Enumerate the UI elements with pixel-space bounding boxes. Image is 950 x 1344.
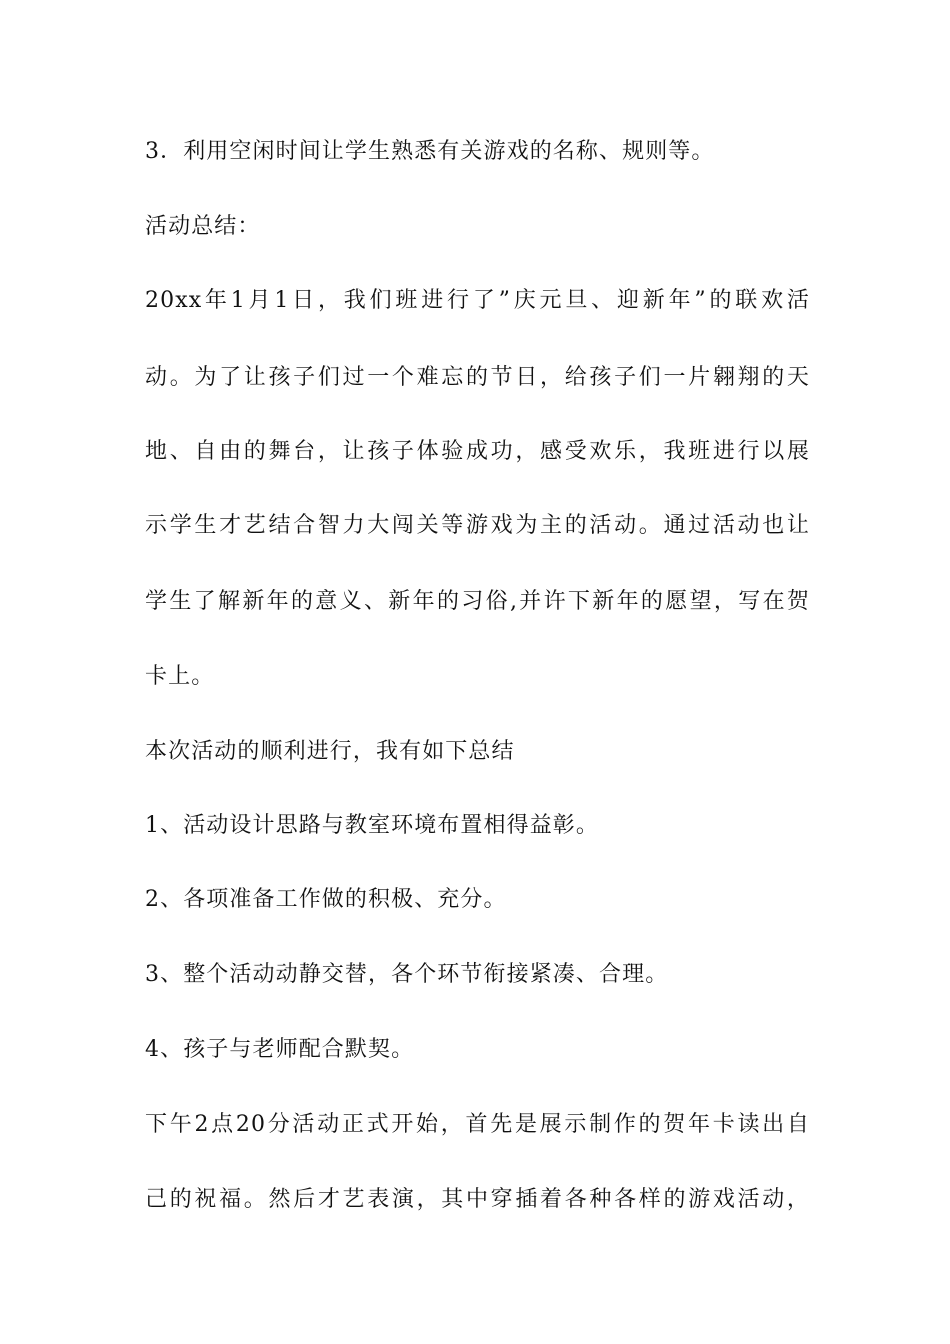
- paragraph-afternoon-line-2: 己的祝福。然后才艺表演，其中穿插着各种各样的游戏活动，: [145, 1187, 810, 1212]
- text-line-rules: 3．利用空闲时间让学生熟悉有关游戏的名称、规则等。: [145, 139, 715, 164]
- paragraph-line-2: 动。为了让孩子们过一个难忘的节日，给孩子们一片翱翔的天: [145, 365, 810, 390]
- summary-item-1: 1、活动设计思路与教室环境布置相得益彰。: [145, 813, 599, 838]
- paragraph-line-6: 卡上。: [145, 664, 215, 689]
- summary-item-3: 3、整个活动动静交替，各个环节衔接紧凑、合理。: [145, 962, 669, 987]
- paragraph-line-5: 学生了解新年的意义、新年的习俗,并许下新年的愿望，写在贺: [145, 589, 810, 614]
- heading-activity-summary: 活动总结：: [145, 214, 261, 239]
- paragraph-afternoon-line-1: 下午2点20分活动正式开始，首先是展示制作的贺年卡读出自: [145, 1112, 810, 1137]
- paragraph-line-1: 20xx年1月1日，我们班进行了”庆元旦、迎新年”的联欢活: [145, 288, 810, 313]
- summary-item-4: 4、孩子与老师配合默契。: [145, 1037, 415, 1062]
- paragraph-line-4: 示学生才艺结合智力大闯关等游戏为主的活动。通过活动也让: [145, 513, 810, 538]
- summary-item-2: 2、各项准备工作做的积极、充分。: [145, 887, 507, 912]
- paragraph-line-3: 地、自由的舞台，让孩子体验成功，感受欢乐，我班进行以展: [145, 439, 810, 464]
- summary-intro: 本次活动的顺利进行，我有如下总结: [145, 739, 515, 764]
